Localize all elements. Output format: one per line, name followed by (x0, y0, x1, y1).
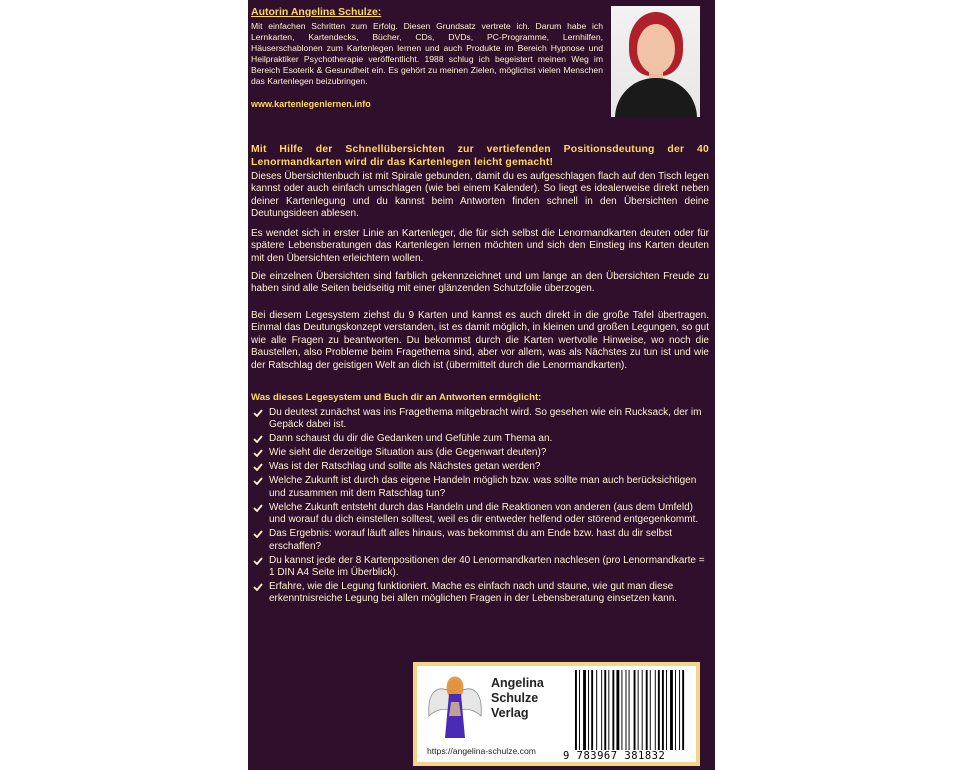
isbn-number: 9 783967 381832 (563, 750, 666, 762)
paragraph-legesystem: Bei diesem Legesystem ziehst du 9 Karten und kannst es auch direkt in die große Tafel übertragen. Einmal das Deutungskonzept verstanden, ist es damit möglich, in kleinen und großen Legungen, so gut wie alle Fragen zu beantworten. Du bekommst durch die Karten wertvolle Hinweise, wo noch die Baustellen, also Probleme beim Fragethema sind, aber vor allem, was als Nächstes zu tun ist und wie der Ratschlag der geistigen Welt an dich ist (übermittelt durch die Lenormandkarten). (251, 310, 709, 371)
barcode-bar (575, 670, 577, 750)
barcode-bar (604, 670, 606, 750)
checkmark-icon (253, 583, 263, 591)
author-heading: Autorin Angelina Schulze: (251, 6, 382, 18)
headline: Mit Hilfe der Schnellübersichten zur vertiefenden Positionsdeutung der 40 Lenormandkarten wird dir das Kartenlegen leicht gemacht! (251, 144, 709, 168)
checkmark-icon (253, 435, 263, 443)
checklist-item: Du deutest zunächst was ins Fragethema mitgebracht wird. So gesehen wie ein Rucksack, der im Gepäck dabei ist. (251, 407, 711, 432)
barcode-bar (601, 670, 602, 750)
barcode-bar (670, 670, 673, 750)
barcode-bar (629, 670, 630, 750)
barcode-bar (666, 670, 667, 750)
checklist-item: Welche Zukunft ist durch das eigene Handeln möglich bzw. was sollte man auch berücksichtigen und zusammen mit dem Ratschlag tun? (251, 475, 711, 500)
paragraph-audience: Es wendet sich in erster Linie an Kartenleger, die für sich selbst die Lenormandkarten deuten oder für spätere Lebensberatungen das Kartenlegen lernen möchten und sich den Einstieg ins Karten deuten mit den Übersichten erleichtern wollen. (251, 228, 709, 264)
barcode-bar (655, 670, 656, 750)
author-photo (611, 6, 700, 117)
barcode-bar (638, 670, 639, 750)
barcode-bar (588, 670, 589, 750)
barcode-bar (621, 670, 622, 750)
barcode-bar (662, 670, 664, 750)
barcode-bar (616, 670, 619, 750)
checkmark-icon (253, 530, 263, 538)
book-back-cover (248, 0, 715, 770)
checklist (251, 407, 711, 607)
barcode-bar (658, 670, 660, 750)
checkmark-icon (253, 449, 263, 457)
checkmark-icon (253, 477, 263, 485)
checklist-item: Wie sieht die derzeitige Situation aus (die Gegenwart deuten)? (251, 447, 711, 459)
checkmark-icon (253, 463, 263, 471)
barcode-bar (679, 670, 680, 750)
checklist-item: Welche Zukunft entsteht durch das Handeln und die Reaktionen von anderen (aus dem Umfeld) und worauf du dich einstellen solltest, weil es dir entweder helfend oder störend entgegenkommt. (251, 502, 711, 527)
checklist-heading: Was dieses Legesystem und Buch dir an Antworten ermöglicht: (251, 392, 542, 403)
barcode-bar (596, 670, 597, 750)
barcode-bar (650, 670, 651, 750)
checkmark-icon (253, 557, 263, 565)
checklist-item: Das Ergebnis: worauf läuft alles hinaus, was bekommst du am Ende bzw. hast du dir selbst erschaffen? (251, 528, 711, 553)
paragraph-protection: Die einzelnen Übersichten sind farblich gekennzeichnet und um lange an den Übersichten Freude zu haben sind alle Seiten beidseitig mit einer glänzenden Schutzfolie überzogen. (251, 271, 709, 295)
barcode-bar (583, 670, 586, 750)
author-website-link[interactable]: www.kartenlegenlernen.info (251, 99, 371, 109)
angel-logo-icon (425, 672, 485, 742)
publisher-url-link[interactable]: https://angelina-schulze.com (427, 746, 536, 756)
paragraph-spiral: Dieses Übersichtenbuch ist mit Spirale gebunden, damit du es aufgeschlagen flach auf den Tisch legen kannst oder auch einfach umschlagen (wie bei einem Kalender). So liegt es idealerweise direkt neben deiner Kartenlegung und du kannst beim Antworten finden schnell in den Übersichten deine Deutungsideen ablesen. (251, 171, 709, 220)
photo-face (637, 24, 675, 74)
photo-body (615, 78, 697, 117)
barcode-bar (608, 670, 609, 750)
checkmark-icon (253, 504, 263, 512)
author-bio: Mit einfachen Schritten zum Erfolg. Diesen Grundsatz vertrete ich. Darum habe ich Lernkarten, Kartendecks, Bücher, CDs, DVDs, PC-Programme, Lernhilfen, Häuserschablonen zum Kartenlegen lernen und auch Produkte im Bereich Hypnose und Heilpraktiker Psychotherapie veröffentlicht. 1988 schlug ich begeistert meinen Weg im Bereich Esoterik & Gesundheit ein. Es gehört zu meinen Zielen, möglichst vielen Menschen das Kartenlegen beizubringen. (251, 21, 603, 87)
publisher-name: Angelina Schulze Verlag (491, 676, 544, 720)
barcode-bar (646, 670, 648, 750)
barcode-bar (591, 670, 593, 750)
publisher-box (413, 662, 700, 766)
barcode-bar (612, 670, 614, 750)
checklist-item: Was ist der Ratschlag und sollte als Nächstes getan werden? (251, 461, 711, 473)
barcode-bar (626, 670, 627, 750)
checklist-item: Erfahre, wie die Legung funktioniert. Mache es einfach nach und staune, wie gut man diese erkenntnisreiche Legung bei allen möglichen Fragen in der Lebensberatung einsetzen kann. (251, 581, 711, 606)
barcode-bar (675, 670, 676, 750)
barcode-icon (573, 670, 697, 750)
checklist-item: Dann schaust du dir die Gedanken und Gefühle zum Thema an. (251, 433, 711, 445)
barcode-bar (634, 670, 636, 750)
barcode-bar (682, 670, 684, 750)
checklist-item: Du kannst jede der 8 Kartenpositionen der 40 Lenormandkarten nachlesen (pro Lenormandkarte = 1 DIN A4 Seite im Überblick). (251, 555, 711, 580)
barcode-bar (642, 670, 643, 750)
barcode-bar (579, 670, 580, 750)
checkmark-icon (253, 409, 263, 417)
